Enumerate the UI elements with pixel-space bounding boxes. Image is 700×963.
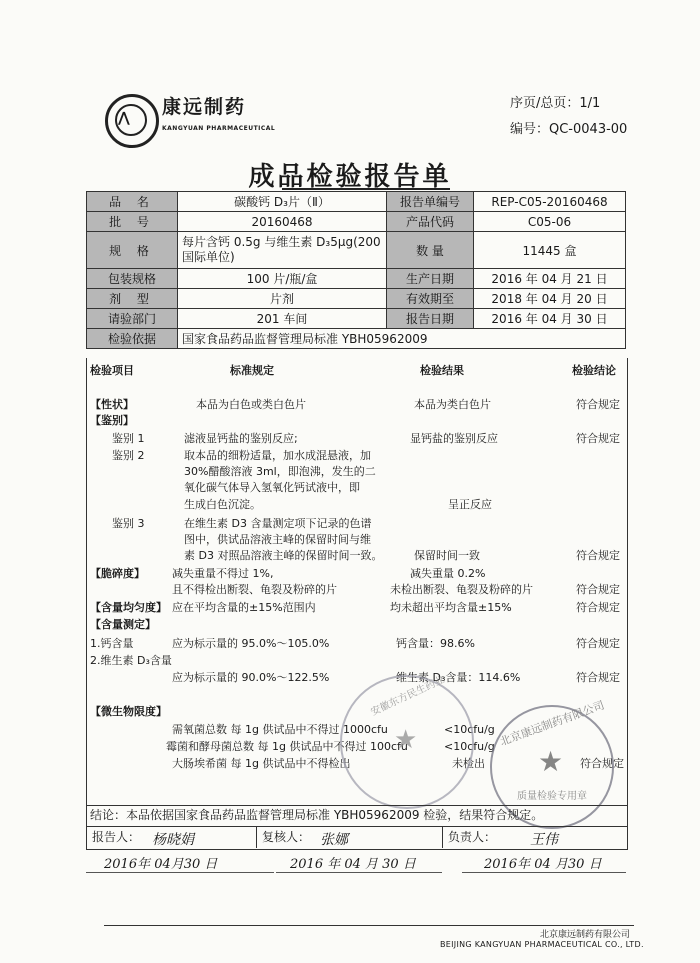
label-product-name: 品 名	[87, 192, 178, 212]
test-item: 2.维生素 D₃含量	[90, 654, 172, 667]
col-header-conclusion: 检验结论	[572, 364, 616, 377]
test-standard: 应为标示量的 95.0%～105.0%	[172, 637, 330, 650]
test-standard: 减失重量不得过 1%,	[172, 567, 274, 580]
label-packaging: 包装规格	[87, 269, 178, 289]
test-standard: 生成白色沉淀。	[184, 498, 261, 511]
owner-date: 2016年 04 月30 日	[484, 857, 602, 872]
stamp-text: 质量检验专用章	[517, 791, 587, 802]
test-item: 【微生物限度】	[90, 705, 167, 718]
reviewer-date: 2016 年 04 月 30 日	[290, 857, 416, 872]
test-standard: 在维生素 D3 含量测定项下记录的色谱	[184, 517, 372, 530]
test-standard: 取本品的细粉适量，加水成混悬液，加	[184, 449, 371, 462]
value-department: 201 车间	[178, 309, 387, 329]
reporter-label: 报告人：	[92, 830, 141, 844]
test-standard: 30%醋酸溶液 3ml，即泡沸，发生的二	[184, 465, 376, 478]
owner-label: 负责人：	[448, 830, 497, 844]
label-department: 请验部门	[87, 309, 178, 329]
test-item: 【鉴别】	[90, 414, 134, 427]
test-item: 1.钙含量	[90, 637, 134, 650]
test-conclusion: 符合规定	[580, 757, 624, 770]
brand-name: 康远制药	[162, 96, 247, 118]
test-standard: 应在平均含量的±15%范围内	[172, 601, 316, 614]
test-result: 均未超出平均含量±15%	[390, 601, 512, 614]
label-quantity: 数 量	[387, 232, 474, 269]
test-item: 【性状】	[90, 398, 134, 411]
test-item: 【脆碎度】	[90, 567, 145, 580]
test-standard: 大肠埃希菌 每 1g 供试品中不得检出	[172, 757, 351, 770]
test-item: 鉴别 2	[112, 449, 145, 462]
label-product-code: 产品代码	[387, 212, 474, 232]
test-conclusion: 符合规定	[576, 549, 620, 562]
value-report-date: 2016 年 04 月 30 日	[474, 309, 626, 329]
test-result: 未检出	[452, 757, 485, 770]
page-info: 序页/总页：1/1	[510, 96, 601, 111]
test-item: 【含量均匀度】	[90, 601, 167, 614]
label-batch-no: 批 号	[87, 212, 178, 232]
test-result: <10cfu/g	[444, 723, 495, 736]
test-standard: 且不得检出断裂、龟裂及粉碎的片	[172, 583, 337, 596]
value-specification: 每片含钙 0.5g 与维生素 D₃5μg(200国际单位)	[178, 232, 387, 269]
test-result: 保留时间一致	[414, 549, 480, 562]
document-number: 编号：QC-0043-00	[510, 122, 628, 137]
report-title: 成品检验报告单	[248, 162, 452, 192]
info-row	[87, 269, 626, 289]
value-product-code: C05-06	[474, 212, 626, 232]
date-underline	[86, 872, 274, 873]
test-conclusion: 符合规定	[576, 637, 620, 650]
value-basis: 国家食品药品监督管理局标准 YBH05962009	[178, 329, 626, 349]
col-header-standard: 标准规定	[230, 364, 274, 377]
label-expiry-date: 有效期至	[387, 289, 474, 309]
test-standard: 应为标示量的 90.0%～122.5%	[172, 671, 330, 684]
test-standard: 霉菌和酵母菌总数 每 1g 供试品中不得过 100cfu	[166, 740, 408, 753]
test-result: 钙含量：98.6%	[396, 637, 475, 650]
info-row	[87, 232, 626, 269]
info-row	[87, 329, 626, 349]
value-product-name: 碳酸钙 D₃片（Ⅱ）	[178, 192, 387, 212]
value-dosage-form: 片剂	[178, 289, 387, 309]
test-conclusion: 符合规定	[576, 671, 620, 684]
label-report-date: 报告日期	[387, 309, 474, 329]
stamp-quality-1	[340, 675, 474, 809]
test-item: 【含量测定】	[90, 618, 156, 631]
info-row	[87, 192, 626, 212]
test-result: 显钙盐的鉴别反应	[410, 432, 498, 445]
label-production-date: 生产日期	[387, 269, 474, 289]
label-report-no: 报告单编号	[387, 192, 474, 212]
test-result: 呈正反应	[448, 498, 492, 511]
test-result: 本品为类白色片	[414, 398, 491, 411]
info-row	[87, 289, 626, 309]
test-result: 维生素 D₃含量：114.6%	[396, 671, 521, 684]
value-report-no: REP-C05-20160468	[474, 192, 626, 212]
signature-divider	[256, 826, 257, 848]
value-packaging: 100 片/瓶/盒	[178, 269, 387, 289]
test-result: <10cfu/g	[444, 740, 495, 753]
conclusion-text: 结论：本品依据国家食品药品监督管理局标准 YBH05962009 检验，结果符合规定。	[90, 808, 544, 822]
date-underline	[462, 872, 626, 873]
title-underline	[282, 188, 450, 190]
label-specification: 规 格	[87, 232, 178, 269]
col-header-result: 检验结果	[420, 364, 464, 377]
star-icon: ★	[394, 725, 418, 755]
stamp-text: 北京康远制药有限公司	[498, 698, 607, 749]
label-dosage-form: 剂 型	[87, 289, 178, 309]
test-standard: 素 D3 对照品溶液主峰的保留时间一致。	[184, 549, 383, 562]
reporter-signature: 杨晓娟	[152, 832, 194, 848]
owner-signature: 王伟	[530, 832, 558, 848]
test-result: 未检出断裂、龟裂及粉碎的片	[390, 583, 533, 596]
brand-english: KANGYUAN PHARMACEUTICAL	[162, 125, 276, 132]
star-icon: ★	[538, 745, 564, 778]
test-standard: 滤液显钙盐的鉴别反应;	[184, 432, 298, 445]
footer-line	[104, 925, 634, 926]
value-quantity: 11445 盒	[474, 232, 626, 269]
test-conclusion: 符合规定	[576, 583, 620, 596]
test-standard: 需氧菌总数 每 1g 供试品中不得过 1000cfu	[172, 723, 388, 736]
value-batch-no: 20160468	[178, 212, 387, 232]
test-standard: 图中，供试品溶液主峰的保留时间与维	[184, 533, 371, 546]
info-row	[87, 212, 626, 232]
logo-mark-icon: ⋀	[118, 110, 130, 126]
test-standard: 氧化碳气体导入氢氧化钙试液中，即	[184, 481, 360, 494]
test-standard: 本品为白色或类白色片	[196, 398, 306, 411]
reviewer-signature: 张娜	[320, 832, 348, 848]
value-production-date: 2016 年 04 月 21 日	[474, 269, 626, 289]
test-result: 减失重量 0.2%	[410, 567, 486, 580]
product-info-table	[86, 191, 626, 349]
label-basis: 检验依据	[87, 329, 178, 349]
test-conclusion: 符合规定	[576, 398, 620, 411]
value-expiry-date: 2018 年 04 月 20 日	[474, 289, 626, 309]
test-conclusion: 符合规定	[576, 601, 620, 614]
reviewer-label: 复核人：	[262, 830, 311, 844]
col-header-item: 检验项目	[90, 364, 134, 377]
footer-company-en: BEIJING KANGYUAN PHARMACEUTICAL CO., LTD.	[440, 940, 644, 949]
info-row	[87, 309, 626, 329]
signature-divider	[442, 826, 443, 848]
footer-company-cn: 北京康远制药有限公司	[539, 930, 630, 940]
test-conclusion: 符合规定	[576, 432, 620, 445]
test-item: 鉴别 1	[112, 432, 145, 445]
test-item: 鉴别 3	[112, 517, 145, 530]
stamp-text: 安徽东方民生药业	[369, 674, 447, 719]
reporter-date: 2016年 04月30 日	[104, 857, 218, 872]
date-underline	[276, 872, 442, 873]
